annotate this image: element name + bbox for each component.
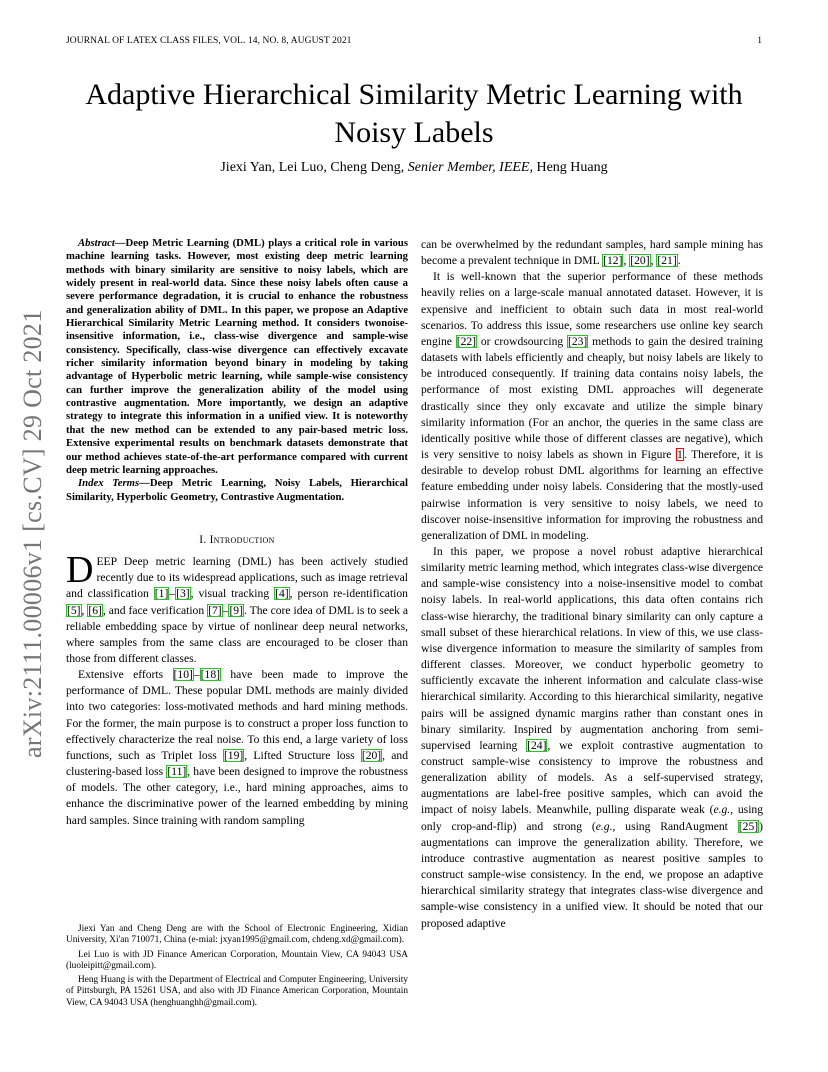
text-run: or crowdsourcing (477, 334, 567, 348)
citation-link[interactable]: [12] (603, 254, 623, 268)
abstract (66, 237, 408, 477)
right-column (421, 237, 763, 932)
text-run: – (222, 603, 229, 617)
citation-link[interactable]: [5] (67, 603, 81, 617)
citation-link[interactable]: [24] (527, 738, 547, 752)
author-list (60, 160, 768, 176)
text-run: , (623, 254, 630, 268)
text-run: ) augmentations can improve the generalization ability. Therefore, we introduce contrastive augmentation as nearest positive samples to construct sample-wise consistency. In the end, we propose an adaptive hierarchical similarity strategy that integrates class-wise divergence and sample-wise consistency in a unified view. It should be noted that our proposed adaptive (421, 819, 763, 930)
footnote-affiliation-3: Heng Huang is with the Department of Electrical and Computer Engineering, University of Pittsburgh, PA 15261 USA, and also with JD Finance American Corporation, Mountain View, CA 94043 USA (henghuanghh@gmail.com). (66, 975, 408, 1008)
figure-link[interactable]: 1 (677, 448, 683, 462)
author-names: Jiexi Yan, Lei Luo, Cheng Deng, (220, 160, 405, 175)
text-run: EEP Deep metric learning (DML) has been actively studied recently due to its widespread applications, such as image retrieval and classification (66, 555, 408, 601)
text-run: In this paper, we propose a novel robust adaptive hierarchical similarity metric learning method, which integrates class-wise divergence and sample-wise consistency into a noise-insensitive model to combat noisy labels. In real-world applications, this data often contains rich class-wise hierarchy, the traditional binary similarity can only capture a small subset of these hierarchical relations. In view of this, we use class-wise divergence information to measure the similarity of samples from different classes. Moreover, we conduct hyperbolic geometry to sufficiently excavate the inherent information and calculate class-wise hierarchical similarity. According to this hierarchical similarity, negative pairs will be assigned dynamic margins rather than constant ones in binary similarity. Inspired by augmentation anchoring from semi-supervised learning (421, 544, 763, 752)
text-run: , using RandAugment (612, 819, 738, 833)
citation-link[interactable]: [10] (173, 668, 193, 682)
citation-link[interactable]: [11] (167, 765, 187, 779)
intro-paragraph-4 (421, 269, 763, 544)
text-run: , (650, 254, 657, 268)
text-run: . (677, 254, 681, 268)
text-run: , (81, 603, 88, 617)
dropcap-letter: D (66, 549, 94, 592)
citation-link[interactable]: [23] (567, 334, 588, 348)
citation-link[interactable]: [19] (223, 748, 244, 762)
text-run: – (193, 668, 200, 682)
intro-paragraph-2 (66, 667, 408, 829)
text-run: , and clustering-based loss (66, 748, 409, 779)
footnotes (66, 924, 408, 1012)
text-run: , we exploit contrastive augmentation to construct sample-wise consistency to improve the robustness and generalization ability of models. As a self-supervised strategy, augmentations are label-free positive samples, which can avoid the impact of noisy labels. Meanwhile, pulling disparate weak ( (421, 738, 763, 817)
text-run: . The core idea of DML is to seek a reliable embedding space by virtue of nonlinear deep neural networks, where samples from the same class are encouraged to be closer than those from different classes. (66, 603, 409, 665)
intro-paragraph-1 (66, 549, 409, 667)
text-run: have been made to improve the performance of DML. These popular DML methods are mainly divided into two categories: loss-motivated methods and hard mining methods. For the former, the main purpose is to construct a proper loss function to effectively characterize the real noise. To this end, a large variety of loss functions, such as Triplet loss (66, 668, 408, 762)
paper-title: Adaptive Hierarchical Similarity Metric Learning with Noisy Labels (85, 78, 743, 149)
index-terms-text: —Deep Metric Learning, Noisy Labels, Hierarchical Similarity, Hyperbolic Geometry, Contrastive Augmentation. (66, 477, 408, 503)
author-last: Heng Huang (536, 160, 608, 175)
text-run: Extensive efforts (78, 668, 173, 682)
intro-paragraph-5 (421, 544, 763, 932)
citation-link[interactable]: [20] (630, 254, 650, 268)
abstract-text: —Deep Metric Learning (DML) plays a critical role in various machine learning tasks. However, most existing deep metric learning methods with binary similarity are sensitive to noisy labels, which are widely present in real-world data. Since these noisy labels often cause a severe performance degradation, it is crucial to enhance the robustness and generalization ability of DML. In this paper, we propose an Adaptive Hierarchical Similarity Metric Learning method. It considers twonoise-insensitive information, i.e., class-wise divergence and sample-wise consistency. Specifically, class-wise divergence can effectively excavate richer similarity information beyond binary in modeling by taking advantage of Hyperbolic metric learning, while sample-wise consistency can further improve the generalization ability of the model using contrastive augmentation. More importantly, we design an adaptive strategy to integrate this information in a unified view. It is noteworthy that the new method can be extended to any pair-based metric loss. Extensive experimental results on benchmark datasets demonstrate that our method achieves state-of-the-art performance compared with current deep metric learning approaches. (66, 237, 408, 476)
text-run: methods to gain the desired training datasets with labels efficiently and cheaply, but noisy labels are likely to be introduced consequently. If training data contains noisy labels, the performance of most existing DML approaches will degenerate drastically since they only excavate and utilize the simple binary similarity information (For an anchor, the queries in the same class are identically positive while those of different classes are negative), which is very sensitive to noisy labels as shown in Figure (421, 334, 763, 462)
citation-link[interactable]: [20] (361, 748, 382, 762)
intro-paragraph-3 (421, 237, 763, 269)
text-run: It is well-known that the superior performance of these methods heavily relies on a large-scale manual annotated dataset. However, it is expensive and inefficient to obtain such data in most real-world scenarios. To address this issue, some researchers use online key search engine (421, 270, 763, 348)
text-run: , and face verification (102, 603, 208, 617)
citation-link[interactable]: [25] (738, 819, 759, 833)
text-run: , Lifted Structure loss (244, 748, 361, 762)
citation-link[interactable]: [18] (200, 668, 220, 682)
text-run: can be overwhelmed by the redundant samples, hard sample mining has become a prevalent technique in DML (421, 238, 763, 268)
text-run: – (169, 587, 176, 601)
index-terms-label: Index Terms (78, 477, 140, 490)
citation-link[interactable]: [22] (456, 334, 477, 348)
citation-link[interactable]: [9] (229, 603, 243, 617)
italic-eg: e.g. (713, 803, 731, 817)
text-run: , using only crop-and-flip) and strong ( (421, 803, 764, 833)
citation-link[interactable]: [4] (275, 587, 289, 601)
text-run: , visual tracking (190, 587, 275, 601)
footnote-affiliation-2: Lei Luo is with JD Finance American Corporation, Mountain View, CA 94043 USA (luoleipitt@gmail.com). (66, 949, 408, 971)
italic-eg: e.g. (595, 819, 613, 833)
running-head: JOURNAL OF LATEX CLASS FILES, VOL. 14, NO. 8, AUGUST 2021 (66, 36, 352, 46)
text-run: . Therefore, it is desirable to develop robust DML algorithms for learning an effective feature embedding under noisy labels. Considering that the mostly-used pairwise information is very sensitive to noisy labels, we need to discover noise-insensitive information for improving the robustness and generalization of DML in modeling. (421, 448, 764, 542)
index-terms (66, 477, 408, 504)
arxiv-identifier[interactable]: arXiv:2111.00006v1 [cs.CV] 29 Oct 2021 (18, 309, 47, 758)
footnote-affiliation-1: Jiexi Yan and Cheng Deng are with the School of Electronic Engineering, Xidian University, Xi'an 710071, China (e-mial: jxyan1995@gmail.com, chdeng.xd@gmail.com). (66, 924, 408, 946)
citation-link[interactable]: [6] (88, 603, 102, 617)
text-run: , person re-identification (289, 587, 408, 601)
citation-link[interactable]: [3] (176, 587, 190, 601)
citation-link[interactable]: [1] (154, 587, 169, 601)
section-heading-introduction: I. Introduction (199, 533, 275, 546)
citation-link[interactable]: [7] (208, 603, 222, 617)
left-column (66, 237, 408, 829)
page-number: 1 (757, 36, 762, 46)
citation-link[interactable]: [21] (657, 254, 677, 268)
text-run: , have been designed to improve the robustness of models. The other category, i.e., hard mining approaches, aims to enhance the discriminative power of the learned embedding by mining hard samples. Since training with random sampling (66, 765, 408, 827)
abstract-label: Abstract (78, 237, 115, 249)
author-membership: Senier Member, IEEE, (407, 160, 533, 175)
